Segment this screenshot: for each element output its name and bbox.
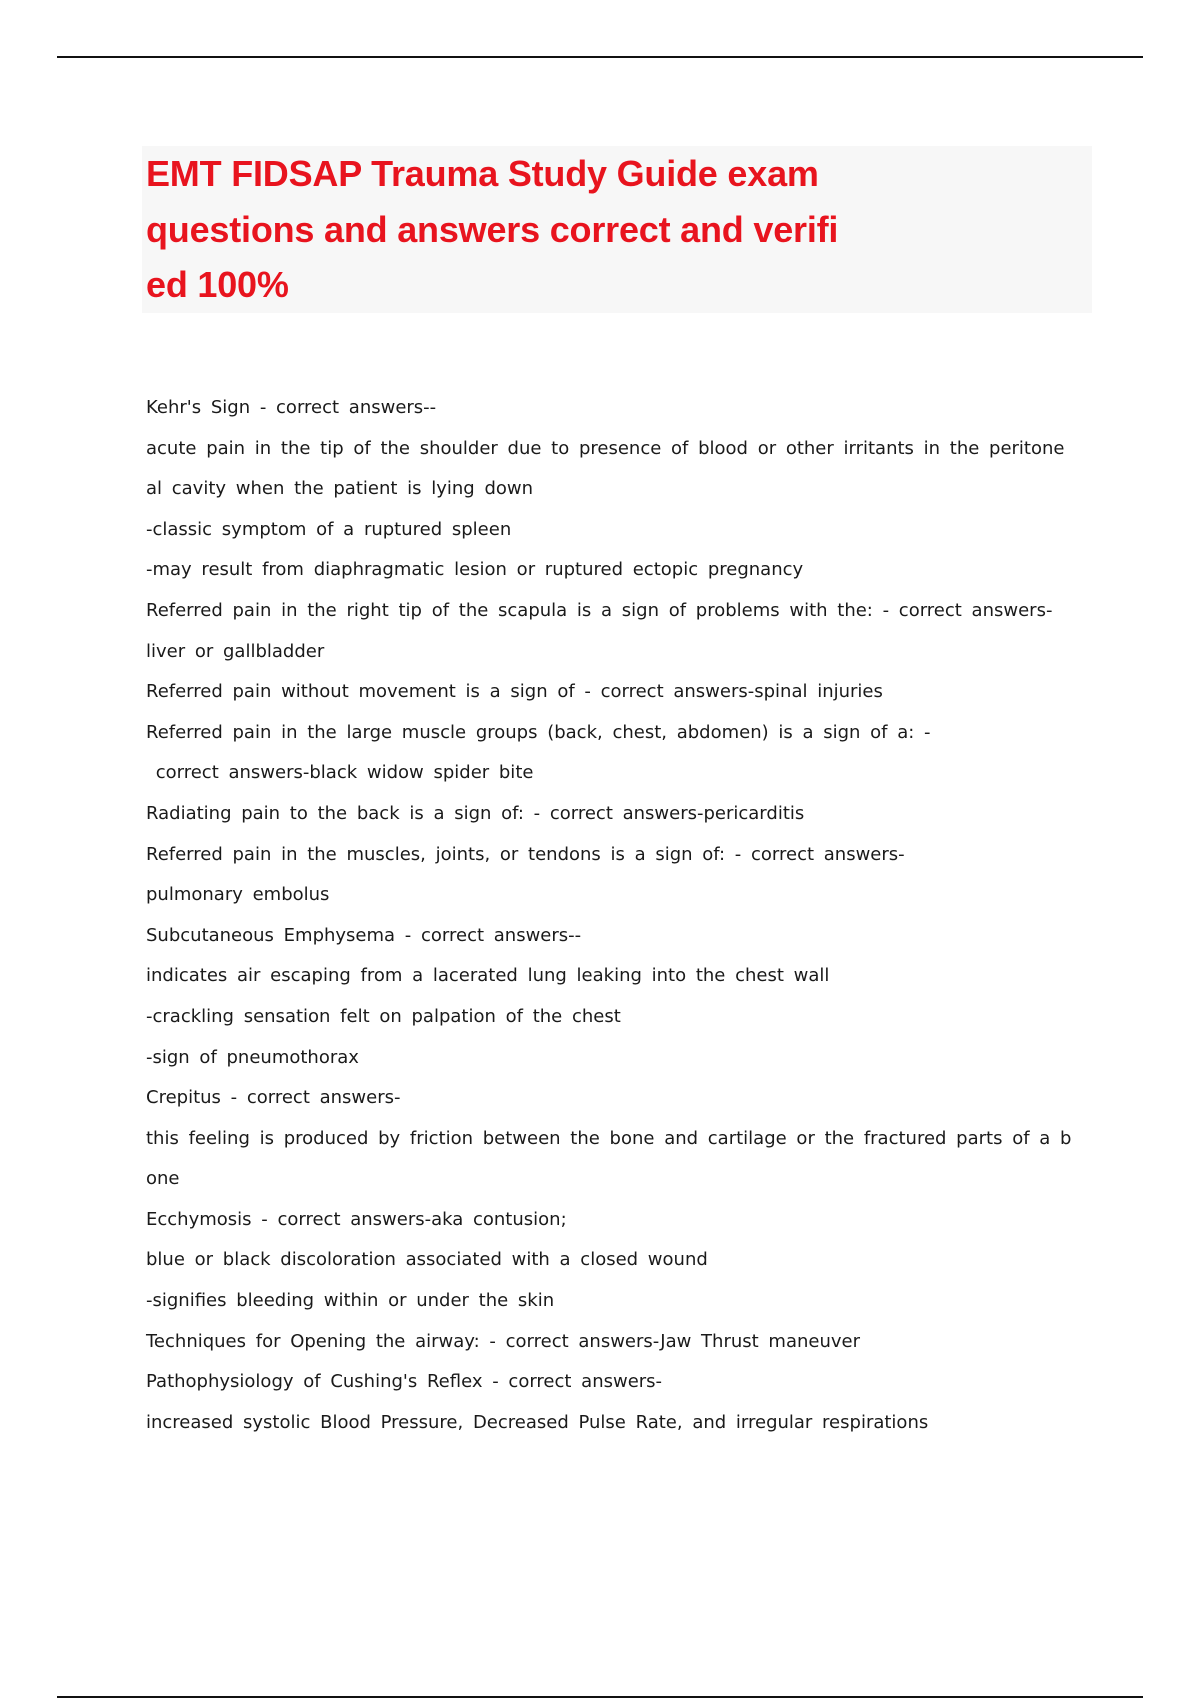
text-line: this feeling is produced by friction between the bone and cartilage or the fractured parts of a b [146,1127,1072,1149]
text-line: al cavity when the patient is lying down [146,478,534,500]
text-line: correct answers-black widow spider bite [146,762,534,784]
title-line: ed 100% [146,264,289,305]
text-line: blue or black discoloration associated with a closed wound [146,1249,708,1271]
text-line: liver or gallbladder [146,640,325,662]
document-title [142,146,1092,313]
title-line: EMT FIDSAP Trauma Study Guide exam [146,153,819,194]
text-line: Referred pain in the large muscle groups (back, chest, abdomen) is a sign of a: - [146,721,931,743]
text-line: increased systolic Blood Pressure, Decreased Pulse Rate, and irregular respirations [146,1411,929,1433]
text-line: Subcutaneous Emphysema - correct answers-- [146,924,582,946]
title-line: questions and answers correct and verifi [146,208,839,250]
text-line: -crackling sensation felt on palpation of the chest [146,1005,621,1027]
text-line: Pathophysiology of Cushing's Reflex - correct answers- [146,1371,663,1393]
document-body [146,388,1096,1443]
text-line: Referred pain without movement is a sign of - correct answers-spinal injuries [146,681,883,703]
text-line: acute pain in the tip of the shoulder due to presence of blood or other irritants in the peritone [146,437,1065,459]
bottom-rule [57,1696,1143,1698]
top-rule [57,56,1143,58]
text-line: one [146,1168,180,1190]
text-line: Referred pain in the right tip of the scapula is a sign of problems with the: - correct answers- [146,599,1053,621]
text-line: indicates air escaping from a lacerated lung leaking into the chest wall [146,965,830,987]
text-line: -may result from diaphragmatic lesion or ruptured ectopic pregnancy [146,559,804,581]
text-line: Radiating pain to the back is a sign of: - correct answers-pericarditis [146,802,805,824]
text-line: pulmonary embolus [146,884,330,906]
text-line: -signifies bleeding within or under the skin [146,1290,555,1312]
text-line: Ecchymosis - correct answers-aka contusion; [146,1208,567,1230]
text-line: -classic symptom of a ruptured spleen [146,518,512,540]
text-line: Crepitus - correct answers- [146,1087,401,1109]
text-line: -sign of pneumothorax [146,1046,359,1068]
text-line: Kehr's Sign - correct answers-- [146,397,437,418]
text-line: Referred pain in the muscles, joints, or tendons is a sign of: - correct answers- [146,843,905,865]
title-banner [142,146,1092,313]
text-line: Techniques for Opening the airway: - correct answers-Jaw Thrust maneuver [146,1330,860,1352]
